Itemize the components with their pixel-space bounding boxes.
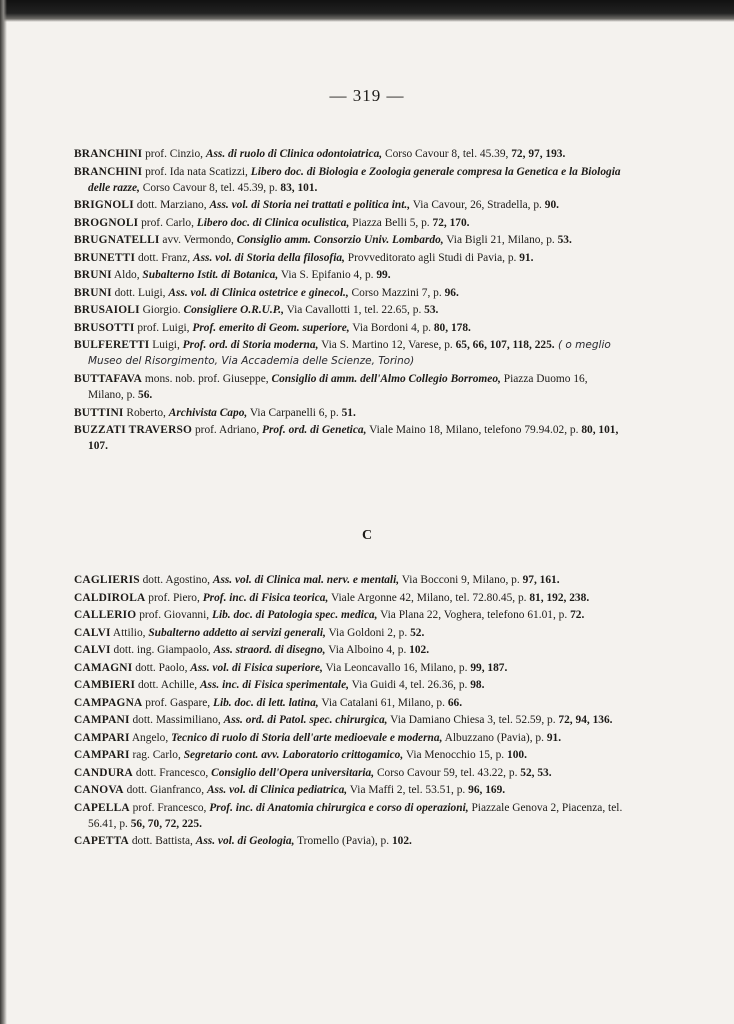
entry-role: Lib. doc. di Patologia spec. medica, [211, 609, 378, 621]
entry-role: Ass. di ruolo di Clinica odontoiatrica, [205, 148, 383, 160]
entry-details: dott. Achille, [135, 679, 200, 691]
entry-role: Archivista Capo, [168, 406, 248, 419]
entry-pages: 72, 170. [432, 216, 470, 229]
entry-address: Provveditorato agli Studi di Pavia, p. [344, 251, 520, 264]
entries-list-c [74, 572, 626, 851]
entry-role: Ass. vol. di Geologia, [195, 835, 295, 848]
entry-name: BRUNI [74, 269, 112, 282]
entry-name: BRUSAIOLI [74, 304, 140, 317]
entry-address: Via Plana 22, Voghera, telefono 61.01, p. [377, 609, 571, 621]
entry-address: Corso Cavour 59, tel. 43.22, p. [374, 766, 521, 779]
entry-details: prof. Cinzio, [142, 148, 206, 160]
entry-name: BRUGNATELLI [74, 234, 160, 247]
entry-address: Via Goldoni 2, p. [325, 626, 411, 639]
entry-details: dott. Gianfranco, [123, 784, 207, 796]
entry-address: Via Carpanelli 6, p. [247, 406, 342, 419]
directory-entry [74, 625, 626, 641]
entry-details: mons. nob. prof. Giuseppe, [142, 372, 272, 385]
entry-pages: 66. [447, 696, 463, 709]
entry-details: Attilio, [110, 626, 149, 639]
entry-name: CAMPAGNA [74, 696, 143, 709]
directory-entry [74, 677, 626, 693]
entry-details: dott. Agostino, [139, 574, 213, 586]
entry-name: CAGLIERIS [74, 574, 140, 586]
directory-entry [74, 642, 626, 658]
entry-name: CALLERIO [74, 609, 137, 621]
entry-pages: 51. [341, 406, 356, 419]
entry-role: Tecnico di ruolo di Storia dell'arte medioevale e moderna, [171, 731, 443, 744]
entry-role: Prof. emerito di Geom. superiore, [192, 321, 350, 334]
directory-entry [74, 747, 626, 763]
entry-pages: 53. [557, 234, 572, 247]
entry-pages: 53. [424, 304, 439, 317]
entry-name: CAMPARI [74, 749, 130, 761]
entry-address: Piazza Duomo 16, Milano, p. [88, 372, 588, 402]
entry-pages: 98. [470, 679, 485, 691]
entry-handwritten-note: ( o meglio Museo del Risorgimento, Via Accademia delle Scienze, Torino) [88, 339, 611, 368]
entry-details: prof. Carlo, [138, 216, 197, 229]
directory-entry [74, 660, 626, 676]
entry-address: Via Guidi 4, tel. 26.36, p. [349, 679, 471, 691]
scan-left-edge [0, 0, 7, 1024]
entry-pages: 52, 53. [520, 766, 552, 779]
directory-entry [74, 607, 626, 623]
entry-name: CANOVA [74, 784, 124, 796]
directory-entry [74, 833, 626, 849]
entry-address: Via Catalani 61, Milano, p. [318, 696, 448, 709]
entry-address: Via Alboino 4, p. [325, 644, 410, 656]
entry-details: prof. Francesco, [129, 801, 210, 814]
directory-entry [74, 267, 626, 283]
entry-address: Corso Cavour 8, tel. 45.39, [382, 148, 512, 160]
directory-entry [74, 250, 626, 266]
entry-details: dott. Massimiliano, [129, 714, 224, 726]
entry-role: Ass. vol. di Fisica superiore, [190, 661, 323, 674]
entry-name: CAPETTA [74, 835, 129, 848]
directory-entry [74, 695, 626, 711]
entry-pages: 72. [570, 609, 585, 621]
entry-pages: 96, 169. [468, 784, 506, 796]
entry-name: CALDIROLA [74, 591, 146, 604]
entry-role: Prof. ord. di Genetica, [262, 424, 367, 437]
entry-pages: 72, 94, 136. [558, 714, 613, 726]
entry-role: Ass. vol. di Storia della filosofia, [193, 251, 345, 264]
entry-role: Subalterno Istit. di Botanica, [142, 269, 279, 282]
directory-entry [74, 285, 626, 301]
entry-address: Piazza Belli 5, p. [349, 216, 433, 229]
entry-details: prof. Piero, [145, 591, 203, 604]
entry-details: prof. Adriano, [192, 424, 263, 437]
directory-entry [74, 302, 626, 318]
entry-pages: 99. [376, 269, 391, 282]
entry-name: CAMPARI [74, 731, 130, 744]
entry-name: CALVI [74, 644, 111, 656]
entry-role: Ass. straord. di disegno, [213, 644, 326, 656]
entry-address: Via Damiano Chiesa 3, tel. 52.59, p. [387, 714, 559, 726]
directory-entry [74, 164, 626, 196]
directory-entry [74, 590, 626, 606]
entry-name: BRUSOTTI [74, 321, 135, 334]
directory-entry [74, 730, 626, 746]
entry-role: Ass. vol. di Clinica mal. nerv. e mentali, [212, 574, 400, 586]
entry-role: Lib. doc. di lett. latina, [212, 696, 319, 709]
entry-details: Giorgio. [139, 304, 184, 317]
entry-role: Ass. inc. di Fisica sperimentale, [199, 679, 349, 691]
directory-entry [74, 197, 626, 213]
entry-name: BRIGNOLI [74, 199, 134, 212]
directory-entry [74, 782, 626, 798]
entry-role: Libero doc. di Biologia e Zoologia generale compresa la Genetica e la Biologia delle razze, [88, 165, 621, 194]
entry-name: BUZZATI TRAVERSO [74, 424, 193, 437]
entry-pages: 80, 178. [433, 321, 471, 334]
entry-address: Via Bocconi 9, Milano, p. [399, 574, 523, 586]
entry-pages: 91. [519, 251, 534, 264]
entry-pages: 97, 161. [522, 574, 560, 586]
entry-name: CAMAGNI [74, 661, 133, 674]
entry-role: Prof. ord. di Storia moderna, [182, 339, 319, 352]
entry-role: Consiglio amm. Consorzio Univ. Lombardo, [236, 234, 444, 247]
entry-pages: 96. [444, 286, 459, 299]
entry-details: prof. Luigi, [134, 321, 193, 334]
entry-pages: 56. [138, 389, 153, 402]
entry-details: rag. Carlo, [129, 749, 184, 761]
entry-role: Ass. vol. di Clinica ostetrice e ginecol., [168, 286, 349, 299]
entry-address: Via Bigli 21, Milano, p. [443, 234, 558, 247]
entry-pages: 102. [409, 644, 430, 656]
entry-details: dott. ing. Giampaolo, [110, 644, 214, 656]
entry-details: dott. Francesco, [132, 766, 212, 779]
directory-entry [74, 215, 626, 231]
directory-entry [74, 320, 626, 336]
entry-pages: 90. [544, 199, 560, 212]
entry-address: Via Menocchio 15, p. [403, 749, 507, 761]
entry-details: Aldo, [111, 269, 143, 282]
directory-entry [74, 405, 626, 421]
entry-role: Subalterno addetto ai servizi generali, [148, 626, 326, 639]
entry-details: dott. Paolo, [132, 661, 191, 674]
entry-name: CAMBIERI [74, 679, 136, 691]
entry-role: Segretario cont. avv. Laboratorio crittogamico, [183, 749, 404, 761]
entry-pages: 91. [546, 731, 562, 744]
entry-name: BRUNETTI [74, 251, 136, 264]
entry-address: Piazzale Genova 2, Piacenza, tel. 56.41, p. [88, 801, 623, 830]
entry-address: Via Bordoni 4, p. [349, 321, 434, 334]
entry-role: Ass. vol. di Clinica pediatrica, [206, 784, 348, 796]
entry-address: Viale Argonne 42, Milano, tel. 72.80.45, p. [328, 591, 530, 604]
entry-details: Roberto, [123, 406, 169, 419]
entry-role: Prof. inc. di Anatomia chirurgica e corso di operazioni, [209, 801, 469, 814]
entry-details: dott. Franz, [135, 251, 194, 264]
entry-name: BRUNI [74, 286, 112, 299]
entry-details: Luigi, [149, 339, 183, 352]
entry-role: Prof. inc. di Fisica teorica, [202, 591, 329, 604]
entry-pages: 83, 101. [280, 181, 318, 194]
entry-name: CAPELLA [74, 801, 130, 814]
entry-pages: 52. [410, 626, 425, 639]
directory-entry [74, 800, 626, 832]
entry-name: BROGNOLI [74, 216, 139, 229]
entry-role: Consigliere O.R.U.P., [183, 304, 284, 317]
directory-entry [74, 146, 626, 162]
page-number: — 319 — [329, 86, 405, 105]
entry-name: BUTTINI [74, 406, 124, 419]
entry-role: Consiglio di amm. dell'Almo Collegio Borromeo, [271, 372, 501, 385]
directory-entry [74, 337, 626, 369]
scan-top-edge [0, 0, 734, 22]
entry-pages: 100. [507, 749, 527, 761]
entry-details: Angelo, [129, 731, 172, 744]
entry-details: prof. Giovanni, [136, 609, 212, 621]
entry-pages: 65, 66, 107, 118, 225. [455, 339, 555, 352]
section-letter: C [361, 528, 373, 543]
directory-entry [74, 572, 626, 588]
entry-address: Via S. Epifanio 4, p. [278, 269, 377, 282]
entry-address: Tromello (Pavia), p. [294, 835, 392, 848]
entry-pages: 102. [391, 835, 412, 848]
entry-name: BRANCHINI [74, 165, 143, 178]
entry-role: Ass. vol. di Storia nei trattati e politica int., [209, 199, 411, 212]
entry-pages: 81, 192, 238. [529, 591, 590, 604]
entry-details: avv. Vermondo, [159, 234, 237, 247]
entry-name: BRANCHINI [74, 148, 143, 160]
entry-address: Via Leoncavallo 16, Milano, p. [322, 661, 471, 674]
entry-details: dott. Battista, [128, 835, 196, 848]
entry-address: Viale Maino 18, Milano, telefono 79.94.02, p. [366, 424, 582, 437]
entry-pages: 56, 70, 72, 225. [130, 817, 202, 830]
entry-name: CAMPANI [74, 714, 130, 726]
directory-entry [74, 422, 626, 454]
entry-role: Libero doc. di Clinica oculistica, [196, 216, 350, 229]
directory-entry [74, 712, 626, 728]
entry-address: Via Cavour, 26, Stradella, p. [410, 199, 545, 212]
entry-address: Albuzzano (Pavia), p. [442, 731, 547, 744]
entry-details: dott. Marziano, [133, 199, 210, 212]
entry-role: Consiglio dell'Opera universitaria, [211, 766, 375, 779]
entry-address: Via S. Martino 12, Varese, p. [318, 339, 456, 352]
entry-name: BULFERETTI [74, 339, 150, 352]
entry-pages: 72, 97, 193. [511, 148, 566, 160]
entry-pages: 99, 187. [470, 661, 508, 674]
entry-details: prof. Gaspare, [142, 696, 213, 709]
entry-pages: 80, 101, 107. [88, 424, 619, 453]
entry-name: CANDURA [74, 766, 133, 779]
entry-address: Via Maffi 2, tel. 53.51, p. [347, 784, 469, 796]
entry-details: prof. Ida nata Scatizzi, [142, 165, 251, 178]
directory-entry [74, 765, 626, 781]
directory-entry [74, 232, 626, 248]
directory-entry [74, 371, 626, 403]
entry-details: dott. Luigi, [111, 286, 169, 299]
entry-address: Corso Mazzini 7, p. [348, 286, 445, 299]
entry-name: BUTTAFAVA [74, 372, 143, 385]
entry-role: Ass. ord. di Patol. spec. chirurgica, [223, 714, 388, 726]
entry-address: Corso Cavour 8, tel. 45.39, p. [139, 181, 281, 194]
entries-list-b [74, 146, 626, 456]
entry-address: Via Cavallotti 1, tel. 22.65, p. [283, 304, 425, 317]
entry-name: CALVI [74, 626, 111, 639]
